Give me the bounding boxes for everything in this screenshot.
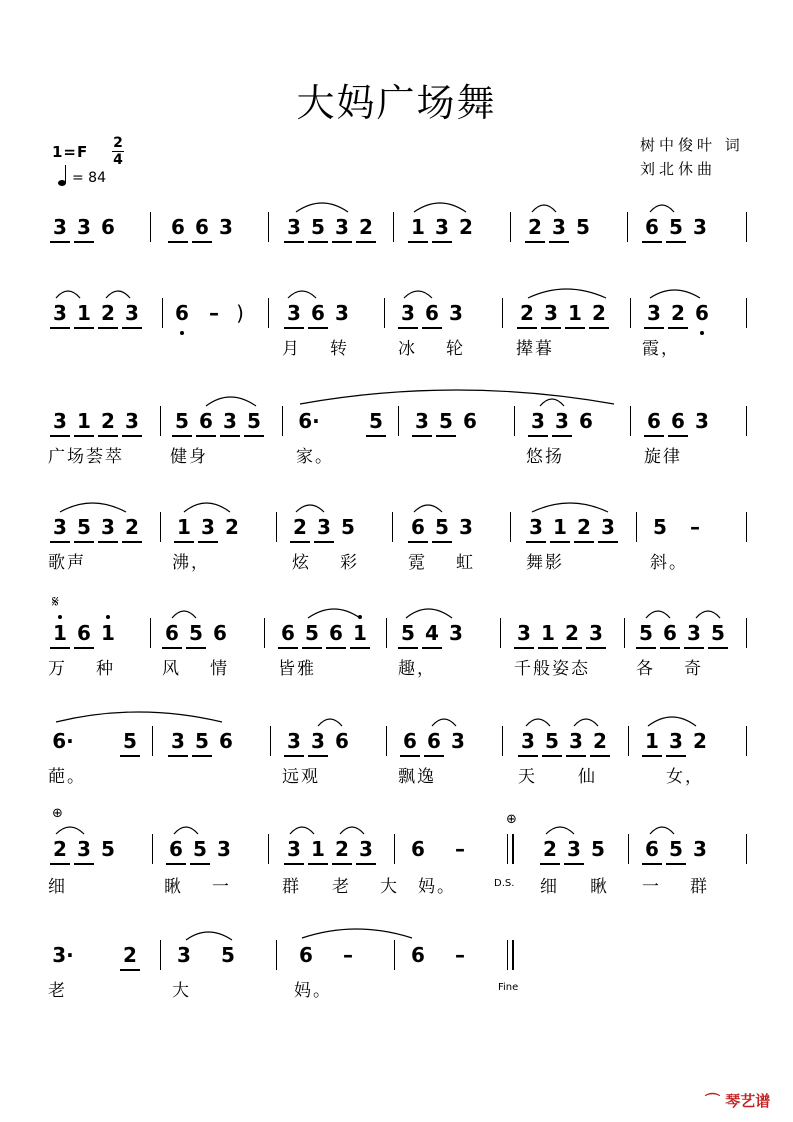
lyric: 广场荟萃 (48, 447, 124, 467)
barline (160, 940, 161, 970)
barline (282, 406, 283, 436)
lyric: 各 (636, 659, 655, 679)
barline (276, 940, 277, 970)
barline (507, 834, 508, 864)
measure: 3 5 (177, 943, 235, 967)
lyric: 霞， (642, 339, 680, 359)
lyric: 趣， (398, 659, 436, 679)
lyric: 远观 (282, 767, 320, 787)
barline (636, 512, 637, 542)
barline (276, 512, 277, 542)
barline (746, 726, 747, 756)
measure: 3 6 3 (282, 298, 354, 328)
barline (630, 406, 631, 436)
measure: 3 5 3 2 (282, 212, 378, 242)
measure: 5 6 3 5 (170, 406, 266, 436)
measure: 6 5 3 (640, 212, 712, 242)
measure: 3 5 6 (410, 406, 482, 436)
barline (270, 726, 271, 756)
lyric: 转 (330, 339, 349, 359)
double-barline (512, 834, 514, 864)
barline (152, 834, 153, 864)
measure: 1 3 2 (172, 512, 244, 542)
measure: 2 3 5 (538, 834, 610, 864)
measure: 3 3 6 (48, 212, 120, 242)
slur (290, 827, 314, 834)
lyric: 葩。 (48, 767, 86, 787)
key-signature: 1=F (52, 143, 89, 161)
lyric: 大 (172, 981, 191, 1001)
measure: 3 2 6 (642, 298, 714, 328)
lyric: 霓 (408, 553, 427, 573)
slur (296, 203, 348, 212)
double-barline (512, 940, 514, 970)
slur (532, 503, 608, 512)
measure: 6· 5 (294, 406, 388, 436)
lyric: 健身 (170, 447, 208, 467)
barline (392, 512, 393, 542)
barline (150, 212, 151, 242)
slur (56, 827, 84, 834)
site-logo[interactable] (705, 1090, 770, 1111)
lyric: 妈。 (418, 877, 456, 897)
measure: 6 5 3 (406, 512, 478, 542)
measure: 6 5 3 (640, 834, 712, 864)
barline (384, 298, 385, 328)
measure: 2 3 5 (48, 834, 120, 864)
lyric: 家。 (296, 447, 334, 467)
barline (394, 940, 395, 970)
slur (206, 397, 256, 406)
slur (526, 719, 550, 726)
measure: 5 – (653, 515, 700, 539)
slur (288, 291, 316, 298)
composer-credit: 刘北休曲 (640, 160, 717, 178)
measure: 2 3 5 (288, 512, 360, 542)
barline (386, 618, 387, 648)
slur (56, 291, 80, 298)
barline (510, 212, 511, 242)
logo-mark-icon: ⌒ (705, 1092, 721, 1110)
measure: 6 – (299, 943, 353, 967)
barline (746, 406, 747, 436)
lyric: 老 (48, 981, 67, 1001)
barline (150, 618, 151, 648)
ds-marking: D.S. (494, 878, 515, 889)
barline (386, 726, 387, 756)
measure: 5 6 3 5 (634, 618, 730, 648)
measure: 3 5 3 2 (48, 512, 144, 542)
lyric: 轮 (446, 339, 465, 359)
lyric: 冰 (398, 339, 417, 359)
barline (268, 298, 269, 328)
slur (646, 611, 670, 618)
slur (302, 929, 412, 938)
lyric: 细 (540, 877, 559, 897)
lyric: 旋律 (644, 447, 682, 467)
lyric: 虹 (456, 553, 475, 573)
slur (432, 719, 456, 726)
lyric: 飘逸 (398, 767, 436, 787)
lyric: 瞅 (164, 877, 183, 897)
lyric: 斜。 (650, 553, 688, 573)
measure: 3 3 6 (282, 726, 354, 756)
measure: 2 3 5 (523, 212, 595, 242)
barline (160, 512, 161, 542)
lyric: 奇 (684, 659, 703, 679)
slur (414, 505, 442, 512)
lyric: 妈。 (294, 981, 332, 1001)
measure: 3 5 3 2 (516, 726, 612, 756)
slur (56, 712, 222, 722)
barline (264, 618, 265, 648)
barline (510, 512, 511, 542)
measure: 3 3 6 (526, 406, 598, 436)
slur (650, 205, 674, 212)
barline (398, 406, 399, 436)
lyric: 群 (690, 877, 709, 897)
slur (318, 719, 342, 726)
barline (393, 212, 394, 242)
slur (184, 503, 230, 512)
measure: 1 3 2 (640, 726, 712, 756)
lyric: 大 (380, 877, 399, 897)
lyricist-credit: 树中俊叶 词 (640, 136, 744, 154)
barline (627, 212, 628, 242)
lyric: 瞅 (590, 877, 609, 897)
measure: 3 5 6 (166, 726, 238, 756)
lyric: 皆雅 (278, 659, 316, 679)
barline (500, 618, 501, 648)
coda-icon: ⊕ (506, 812, 517, 827)
time-signature (112, 135, 124, 168)
slur (308, 609, 360, 618)
measure: 6 – ) (170, 298, 246, 328)
measure: 6 – (411, 943, 465, 967)
measure: 3 1 2 3 (524, 512, 620, 542)
measure: 1 3 2 (406, 212, 478, 242)
barline (507, 940, 508, 970)
lyric: 风 (162, 659, 181, 679)
measure: 1 6 1 (48, 618, 120, 648)
slur (172, 611, 196, 618)
measure: 3 6 3 (396, 298, 468, 328)
slur (406, 609, 452, 618)
barline (268, 834, 269, 864)
lyric: 悠扬 (526, 447, 564, 467)
lyric: 千般姿态 (514, 659, 590, 679)
barline (746, 834, 747, 864)
slur (106, 291, 130, 298)
measure: 3 1 2 3 (48, 298, 144, 328)
measure: 6 6 3 (642, 406, 714, 436)
slur (528, 289, 606, 298)
lyric: 万 (48, 659, 67, 679)
lyric: 彩 (340, 553, 359, 573)
barline (746, 512, 747, 542)
tempo-value: = 84 (72, 170, 106, 186)
slur (174, 827, 198, 834)
lyric: 女， (666, 767, 704, 787)
slur (696, 611, 720, 618)
lyric: 天 (518, 767, 537, 787)
slur (650, 827, 674, 834)
slur (540, 399, 564, 406)
lyric: 仙 (578, 767, 597, 787)
lyric: 老 (332, 877, 351, 897)
measure: 3· 2 (48, 940, 142, 970)
measure: 6 6 3 (398, 726, 470, 756)
slur (300, 390, 614, 404)
slur (186, 932, 232, 940)
barline (502, 726, 503, 756)
time-signature-top: 2 (113, 135, 123, 151)
slur (648, 717, 696, 726)
slur (650, 290, 700, 298)
barline (628, 834, 629, 864)
lyric: 情 (210, 659, 229, 679)
slur (60, 503, 126, 512)
slur (404, 291, 432, 298)
slur (414, 203, 466, 212)
logo-text: 琴艺谱 (725, 1092, 771, 1110)
lyric: 撵暮 (516, 339, 554, 359)
lyric: 一 (642, 877, 661, 897)
segno-icon: 𝄋 (52, 592, 59, 611)
barline (152, 726, 153, 756)
measure: 3 1 2 3 (48, 406, 144, 436)
barline (746, 298, 747, 328)
lyric: 沸， (172, 553, 210, 573)
measure: 6 – (411, 837, 465, 861)
measure: 6 5 6 (160, 618, 232, 648)
slur (296, 505, 324, 512)
slur (574, 719, 598, 726)
barline (394, 834, 395, 864)
lyric: 细 (48, 877, 67, 897)
measure: 3 1 2 3 (282, 834, 378, 864)
barline (746, 618, 747, 648)
barline (268, 212, 269, 242)
quarter-note-icon (58, 180, 66, 186)
measure: 6 5 6 1 (276, 618, 372, 648)
barline (162, 298, 163, 328)
lyric: 舞影 (526, 553, 564, 573)
lyric: 群 (282, 877, 301, 897)
slur (532, 205, 556, 212)
measure: 6 5 3 (164, 834, 236, 864)
measure: 5 4 3 (396, 618, 468, 648)
page-title: 大妈广场舞 (296, 81, 497, 125)
measure: 3 1 2 3 (512, 618, 608, 648)
measure: 6· 5 (48, 726, 142, 756)
lyric: 歌声 (48, 553, 86, 573)
lyric: 炫 (292, 553, 311, 573)
lyric: 月 (282, 339, 301, 359)
lyric: 种 (96, 659, 115, 679)
measure: 2 3 1 2 (515, 298, 611, 328)
lyric: 一 (212, 877, 231, 897)
barline (502, 298, 503, 328)
measure: 6 6 3 (166, 212, 238, 242)
fine-marking: Fine (498, 982, 519, 993)
tempo-marking (58, 170, 106, 186)
barline (628, 726, 629, 756)
slur (546, 827, 574, 834)
time-signature-bottom: 4 (113, 152, 123, 168)
barline (630, 298, 631, 328)
barline (746, 212, 747, 242)
barline (160, 406, 161, 436)
barline (624, 618, 625, 648)
barline (514, 406, 515, 436)
coda-icon: ⊕ (52, 806, 63, 821)
slur (340, 827, 364, 834)
